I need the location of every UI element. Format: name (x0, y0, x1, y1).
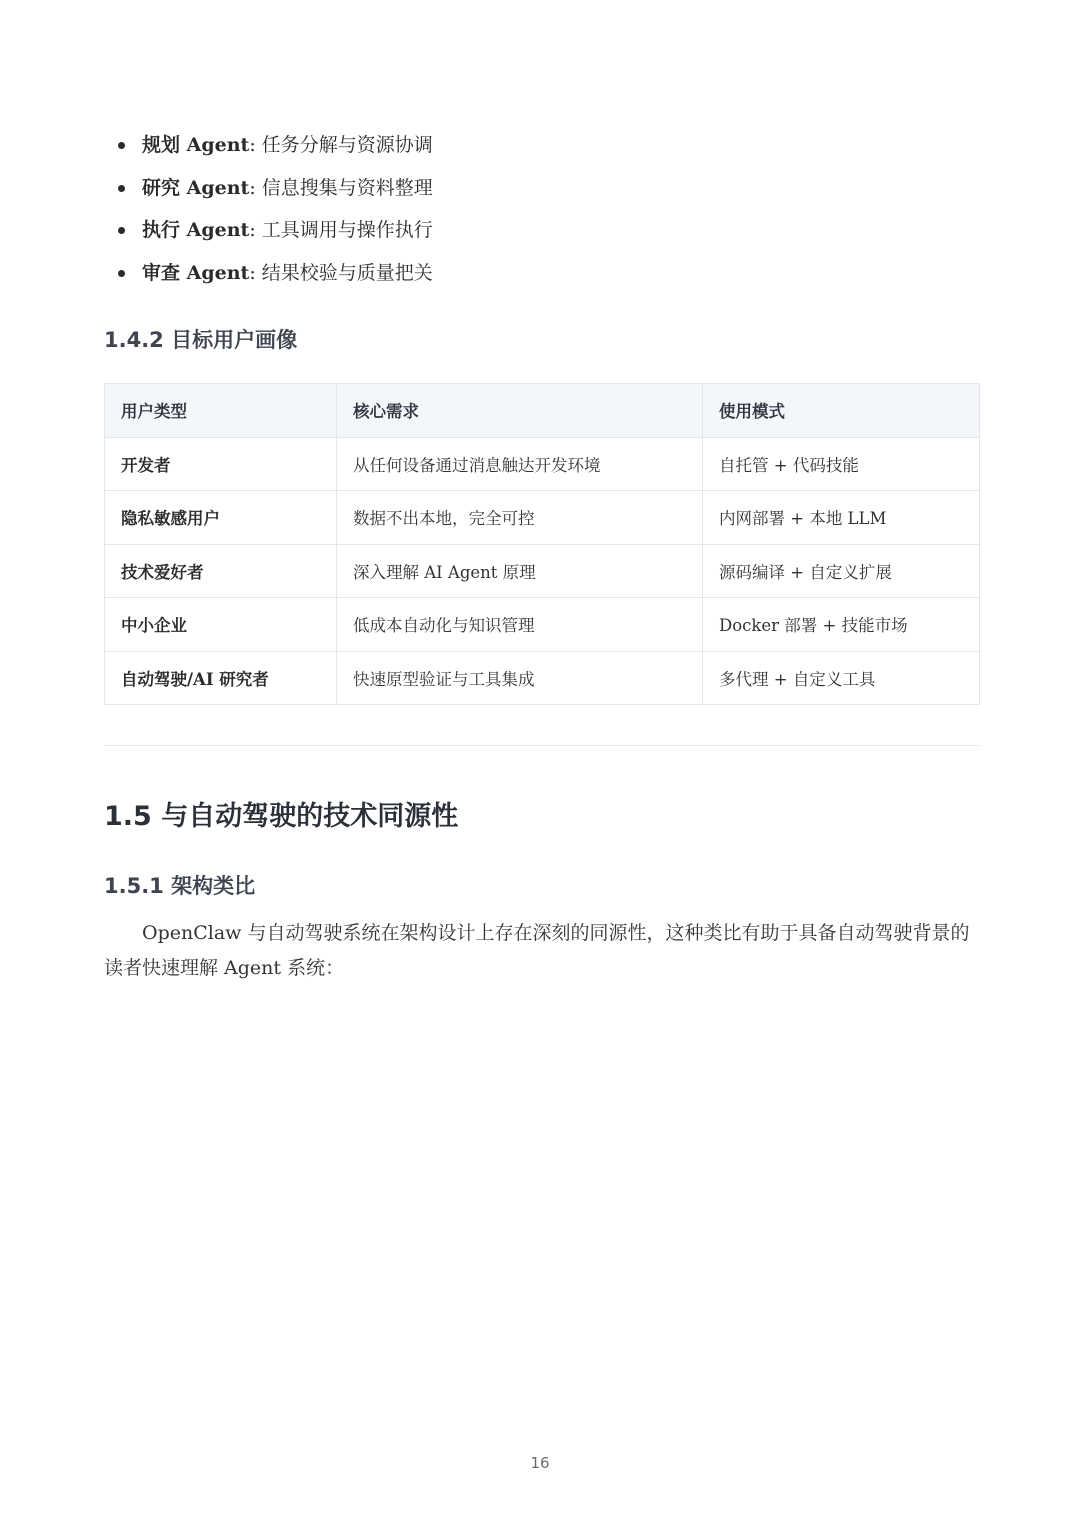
list-item-term: 规划 Agent (142, 134, 250, 156)
table-cell: Docker 部署 + 技能市场 (703, 598, 980, 652)
table-header-cell: 用户类型 (105, 384, 337, 438)
table-header-cell: 使用模式 (703, 384, 980, 438)
list-item-desc: 信息搜集与资料整理 (261, 176, 433, 199)
table-header-cell: 核心需求 (337, 384, 703, 438)
table-cell: 多代理 + 自定义工具 (703, 651, 980, 705)
bullet-dot-icon (118, 227, 125, 234)
table-cell: 低成本自动化与知识管理 (337, 598, 703, 652)
table-row (105, 491, 980, 545)
table-cell: 开发者 (105, 437, 337, 491)
page-number: 16 (530, 1454, 550, 1472)
bullet-dot-icon (118, 270, 125, 277)
table-cell: 自托管 + 代码技能 (703, 437, 980, 491)
bullet-dot-icon (118, 142, 125, 149)
table-cell: 深入理解 AI Agent 原理 (337, 544, 703, 598)
list-item-term: 执行 Agent (142, 219, 250, 241)
list-item-colon: : (249, 134, 256, 156)
list-item-desc: 结果校验与质量把关 (261, 261, 433, 284)
body-paragraph: OpenClaw 与自动驾驶系统在架构设计上存在深刻的同源性，这种类比有助于具备自动驾驶背景的读者快速理解 Agent 系统： (104, 922, 970, 979)
list-item-desc: 工具调用与操作执行 (261, 219, 433, 241)
list-item (116, 124, 433, 167)
section-heading-1-5: 1.5 与自动驾驶的技术同源性 (104, 801, 459, 832)
list-item (116, 209, 433, 252)
list-item-colon: : (249, 261, 256, 284)
bullet-dot-icon (118, 185, 125, 192)
table-cell: 自动驾驶/AI 研究者 (105, 651, 337, 705)
table-cell: 中小企业 (105, 598, 337, 652)
table-header-row (105, 384, 980, 438)
table-row (105, 544, 980, 598)
table-cell: 从任何设备通过消息触达开发环境 (337, 437, 703, 491)
list-item-term: 审查 Agent (142, 261, 250, 284)
list-item (116, 252, 433, 295)
agent-role-list (116, 124, 433, 294)
table-cell: 内网部署 + 本地 LLM (703, 491, 980, 545)
list-item-colon: : (249, 219, 256, 241)
table-cell: 快速原型验证与工具集成 (337, 651, 703, 705)
section-heading-1-4-2: 1.4.2 目标用户画像 (104, 328, 298, 352)
list-item-colon: : (249, 176, 256, 199)
table-cell: 源码编译 + 自定义扩展 (703, 544, 980, 598)
list-item (116, 167, 433, 210)
table-cell: 数据不出本地，完全可控 (337, 491, 703, 545)
table-cell: 技术爱好者 (105, 544, 337, 598)
list-item-term: 研究 Agent (142, 176, 250, 199)
target-user-table (104, 383, 980, 705)
section-divider (104, 745, 979, 746)
table-row (105, 437, 980, 491)
table-row (105, 598, 980, 652)
section-heading-1-5-1: 1.5.1 架构类比 (104, 874, 256, 898)
table-row (105, 651, 980, 705)
list-item-desc: 任务分解与资源协调 (261, 134, 433, 156)
table-cell: 隐私敏感用户 (105, 491, 337, 545)
